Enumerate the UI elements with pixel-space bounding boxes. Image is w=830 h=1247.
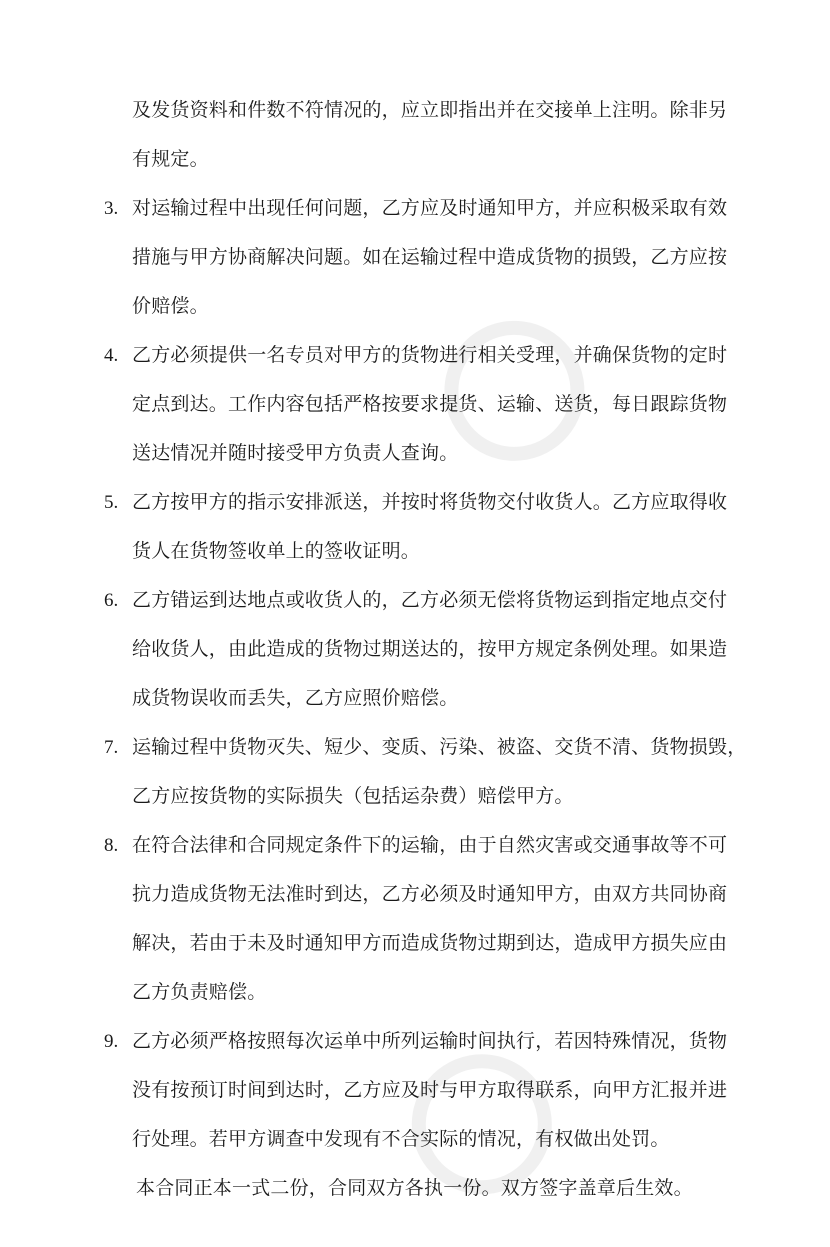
clause-number: 3. [104, 198, 119, 219]
clause-7 [104, 723, 747, 821]
text-line: 运输过程中货物灭失、短少、变质、污染、被盗、交货不清、货物损毁， [132, 736, 747, 758]
continuation-paragraph [104, 86, 744, 184]
text-line: 有规定。 [132, 148, 209, 170]
clause-number: 4. [104, 345, 119, 366]
text-line: 措施与甲方协商解决问题。如在运输过程中造成货物的损毁，乙方应按 [132, 246, 728, 268]
text-line: 乙方错运到达地点或收货人的，乙方必须无偿将货物运到指定地点交付 [132, 589, 728, 611]
clause-number: 8. [104, 835, 119, 856]
text-line: 价赔偿。 [132, 295, 209, 317]
text-line: 在符合法律和合同规定条件下的运输，由于自然灾害或交通事故等不可 [132, 834, 728, 856]
clause-5 [104, 478, 744, 576]
text-line: 及发货资料和件数不符情况的，应立即指出并在交接单上注明。除非另 [132, 99, 728, 121]
text-line: 乙方应按货物的实际损失（包括运杂费）赔偿甲方。 [132, 785, 574, 807]
clause-6 [104, 576, 744, 723]
clause-8 [104, 821, 744, 1017]
clause-9 [104, 1017, 744, 1164]
text-line: 乙方必须提供一名专员对甲方的货物进行相关受理，并确保货物的定时 [132, 344, 728, 366]
clause-number: 6. [104, 590, 119, 611]
text-line: 行处理。若甲方调查中发现有不合实际的情况，有权做出处罚。 [132, 1128, 670, 1150]
closing-statement: 本合同正本一式二份，合同双方各执一份。双方签字盖章后生效。 [136, 1177, 693, 1199]
text-line: 定点到达。工作内容包括严格按要求提货、运输、送货，每日跟踪货物 [132, 393, 728, 415]
clause-3 [104, 184, 744, 331]
text-line: 成货物误收而丢失，乙方应照价赔偿。 [132, 687, 459, 709]
clause-number: 5. [104, 492, 119, 513]
text-line: 乙方必须严格按照每次运单中所列运输时间执行，若因特殊情况，货物 [132, 1030, 728, 1052]
text-line: 解决，若由于未及时通知甲方而造成货物过期到达，造成甲方损失应由 [132, 932, 728, 954]
clause-number: 9. [104, 1031, 119, 1052]
text-line: 没有按预订时间到达时，乙方应及时与甲方取得联系，向甲方汇报并进 [132, 1079, 728, 1101]
document-body [104, 86, 747, 1213]
text-line: 乙方按甲方的指示安排派送，并按时将货物交付收货人。乙方应取得收 [132, 491, 728, 513]
clause-number: 7. [104, 737, 119, 758]
clause-4 [104, 331, 744, 478]
text-line: 送达情况并随时接受甲方负责人查询。 [132, 442, 459, 464]
text-line: 抗力造成货物无法准时到达，乙方必须及时通知甲方，由双方共同协商 [132, 883, 728, 905]
text-line: 乙方负责赔偿。 [132, 981, 267, 1003]
text-line: 给收货人，由此造成的货物过期送达的，按甲方规定条例处理。如果造 [132, 638, 728, 660]
text-line: 对运输过程中出现任何问题，乙方应及时通知甲方，并应积极采取有效 [132, 197, 728, 219]
text-line: 货人在货物签收单上的签收证明。 [132, 540, 421, 562]
